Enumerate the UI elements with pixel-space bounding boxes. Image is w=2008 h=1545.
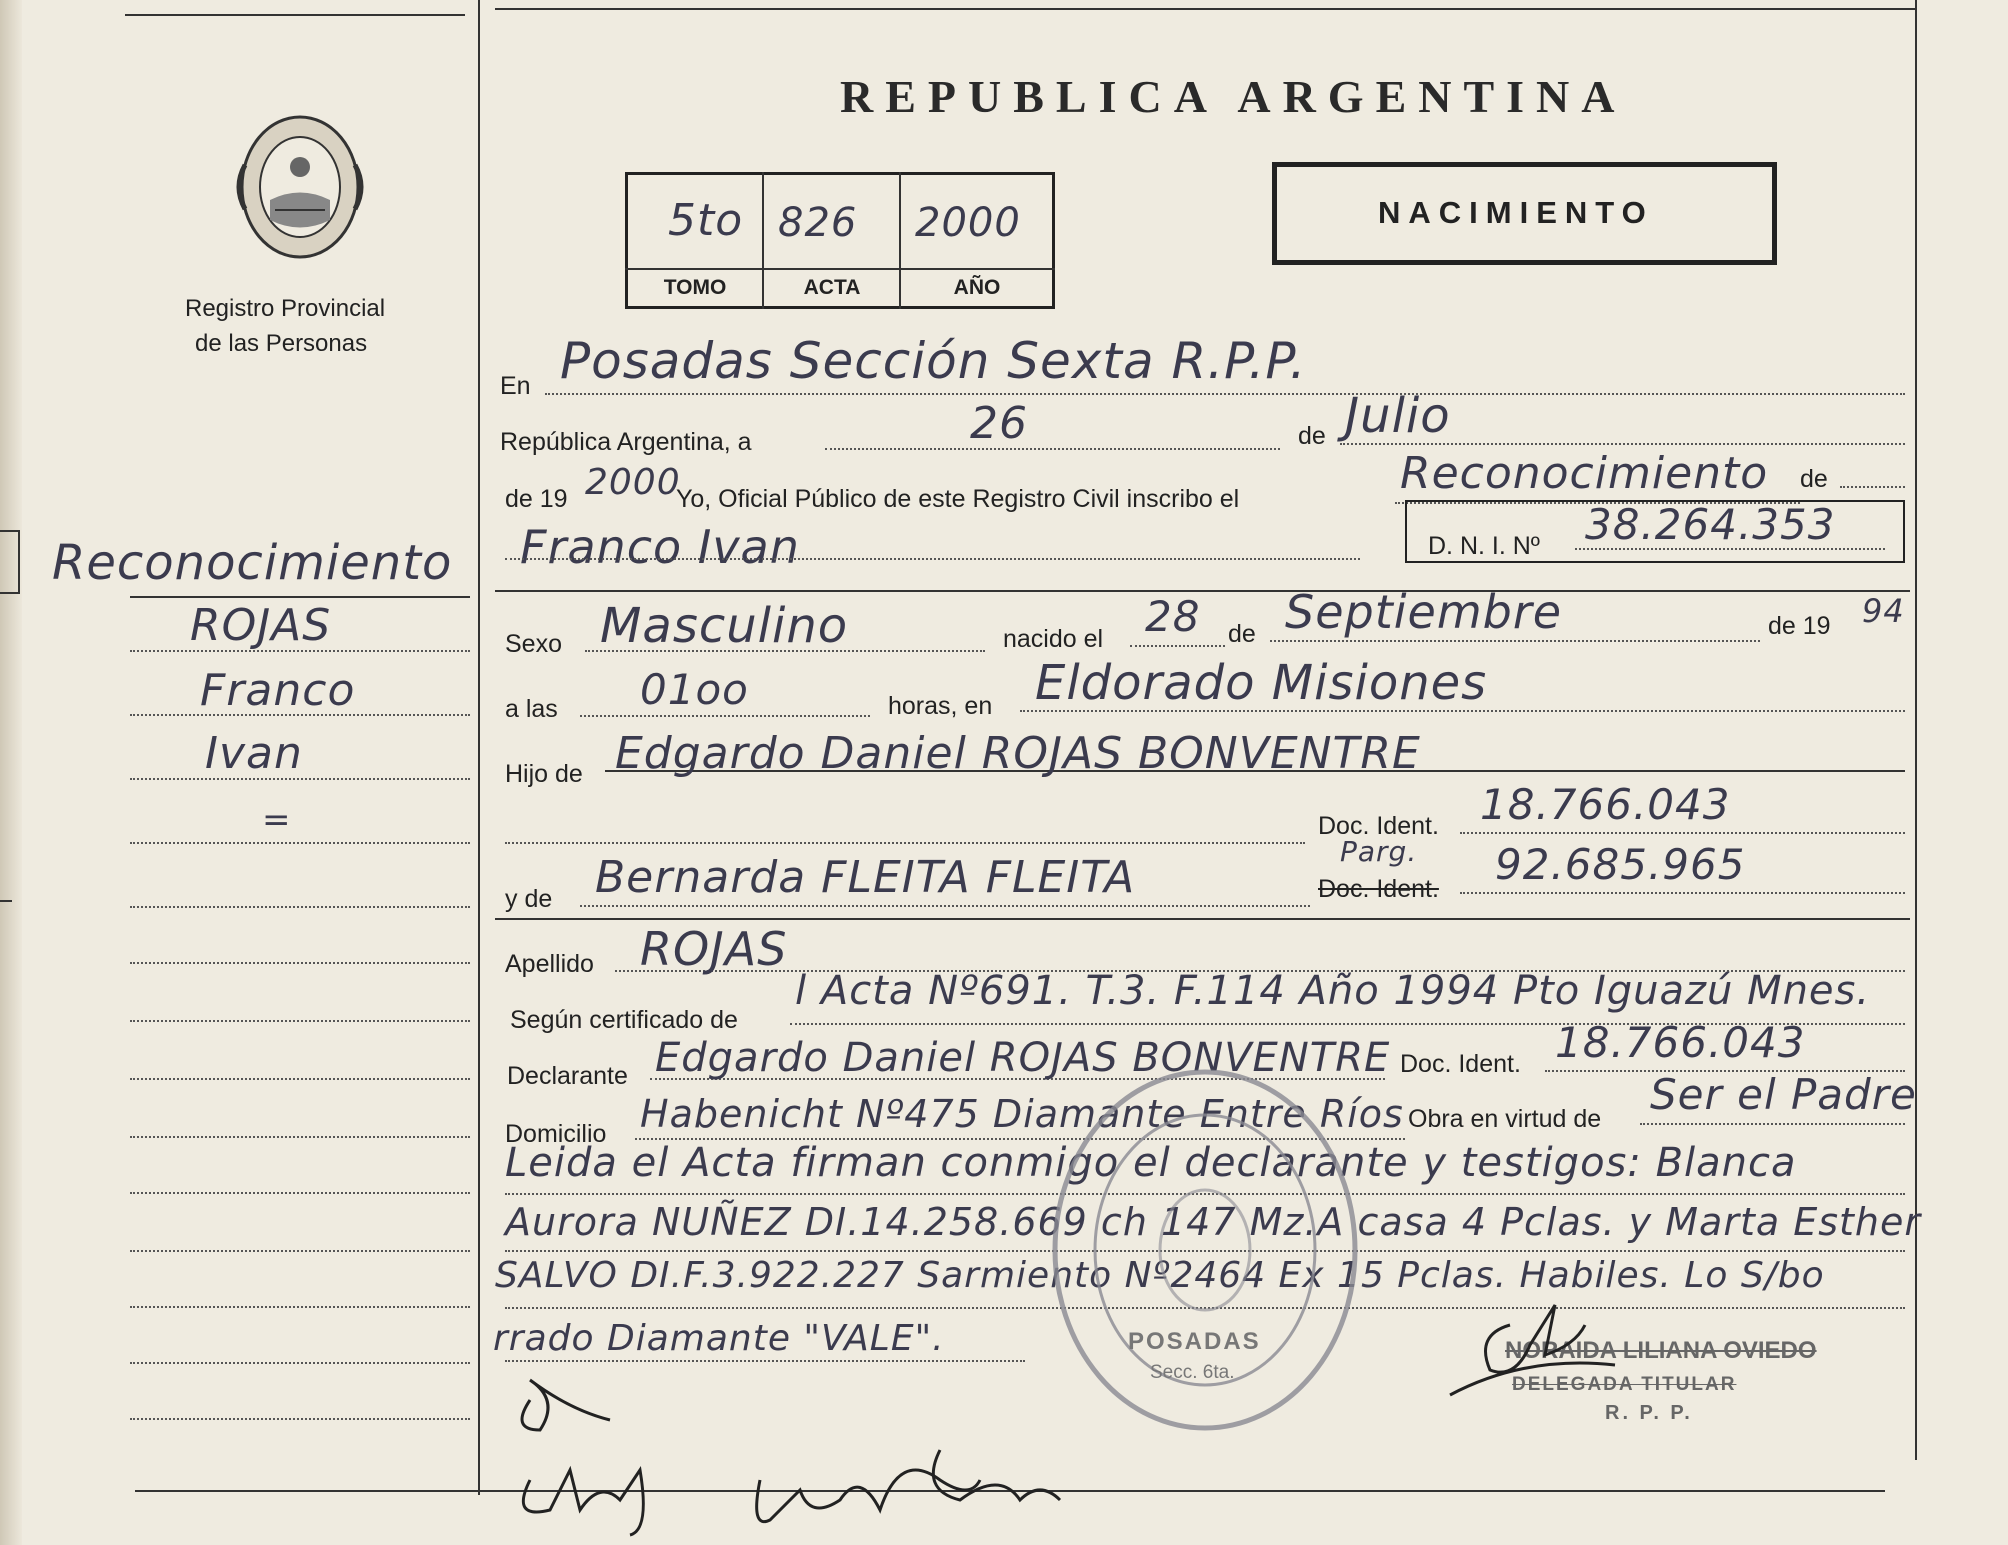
prev-page-mark-2 — [0, 900, 12, 942]
box-divider-2 — [899, 172, 901, 309]
label-yo-oficial: Yo, Oficial Público de este Registro Civil inscribo el — [676, 485, 1240, 513]
label-doc-ident-declarante: Doc. Ident. — [1400, 1050, 1521, 1078]
officer-signature-icon — [1445, 1285, 1685, 1415]
box-label-rule — [625, 268, 1055, 270]
margin-dotline-10 — [130, 1192, 470, 1194]
dotline-padre-doc — [1460, 832, 1905, 834]
value-observacion-1: Leida el Acta firman conmigo el declarante y testigos: Blanca — [505, 1140, 1797, 1186]
label-apellido: Apellido — [505, 950, 594, 978]
value-madre: Bernarda FLEITA FLEITA — [595, 852, 1136, 903]
label-a-las: a las — [505, 695, 558, 723]
officer-name: NORAIDA LILIANA OVIEDO — [1505, 1337, 1817, 1364]
value-observacion-2: Aurora NUÑEZ DI.14.258.669 ch 147 Mz.A casa 4 Pclas. y Marta Esther — [505, 1200, 1921, 1244]
provincial-emblem-icon — [225, 105, 375, 270]
dotline-nac-mes — [1270, 640, 1760, 642]
value-tipo-inscripcion: Reconocimiento — [1400, 448, 1769, 499]
label-y-de: y de — [505, 885, 553, 913]
label-doc-ident-madre: Doc. Ident. — [1318, 875, 1439, 903]
margin-dotline-6 — [130, 962, 470, 964]
label-declarante: Declarante — [507, 1062, 628, 1090]
label-republica: República Argentina, a — [500, 428, 752, 456]
margin-dotline-13 — [130, 1362, 470, 1364]
value-padre: Edgardo Daniel ROJAS BONVENTRE — [615, 728, 1421, 779]
dotline-padre-2 — [505, 842, 1305, 844]
value-madre-doc: 92.685.965 — [1495, 840, 1746, 889]
registry-name-line2: de las Personas — [195, 330, 368, 357]
anio-value: 2000 — [915, 200, 1021, 246]
value-lugar-nac: Eldorado Misiones — [1035, 655, 1488, 711]
page-fold-shadow — [0, 0, 22, 1545]
value-nac-mes: Septiembre — [1285, 585, 1563, 639]
doc-type: NACIMIENTO — [1378, 195, 1654, 230]
dotline-de-2 — [1840, 486, 1905, 488]
tomo-label: TOMO — [663, 276, 727, 299]
margin-dotline-9 — [130, 1136, 470, 1138]
dotline-hora — [580, 715, 870, 717]
column-divider — [478, 0, 480, 1495]
officer-role: DELEGADA TITULAR — [1512, 1374, 1737, 1395]
margin-apellido: ROJAS — [190, 600, 332, 651]
stamp-city: POSADAS — [1128, 1328, 1261, 1355]
dotline-en — [545, 393, 1905, 395]
label-segun-certificado: Según certificado de — [510, 1006, 738, 1034]
value-obra: Ser el Padre — [1650, 1070, 1917, 1119]
value-dni: 38.264.353 — [1585, 500, 1836, 549]
value-nombre: Franco Ivan — [520, 520, 800, 574]
value-nac-dia: 28 — [1145, 592, 1201, 641]
value-hora: 01oo — [640, 665, 749, 714]
prev-page-mark — [0, 530, 20, 594]
dotline-nombre — [505, 558, 1360, 560]
label-sexo: Sexo — [505, 630, 562, 658]
anio-label: AÑO — [953, 276, 1001, 299]
value-domicilio: Habenicht Nº475 Diamante Entre Ríos — [640, 1092, 1404, 1136]
value-lugar-inscripcion: Posadas Sección Sexta R.P.P. — [560, 332, 1307, 390]
value-certificado: l Acta Nº691. T.3. F.114 Año 1994 Pto Iguazú Mnes. — [795, 968, 1871, 1014]
top-rule-right — [495, 8, 1915, 10]
box-divider-1 — [762, 172, 764, 309]
label-hijo-de: Hijo de — [505, 760, 583, 788]
label-de-3: de — [1228, 620, 1256, 648]
label-dni: D. N. I. Nº — [1428, 532, 1540, 560]
label-horas-en: horas, en — [888, 692, 993, 720]
dotline-madre — [580, 905, 1310, 907]
dotline-nac-dia — [1130, 645, 1225, 647]
section-rule-2 — [495, 918, 1910, 920]
value-declarante: Edgardo Daniel ROJAS BONVENTRE — [655, 1035, 1391, 1081]
margin-dotline-8 — [130, 1078, 470, 1080]
acta-value: 826 — [778, 200, 858, 246]
margin-dotline-7 — [130, 1020, 470, 1022]
value-declarante-doc: 18.766.043 — [1555, 1018, 1806, 1067]
value-sexo: Masculino — [600, 598, 849, 654]
witness-signatures-icon — [500, 1360, 1220, 1540]
value-observacion-3: SALVO DI.F.3.922.227 Sarmiento Nº2464 Ex 15 Pclas. Habiles. Lo S/bo — [495, 1255, 1825, 1296]
dotline-obra — [1640, 1123, 1905, 1125]
label-de-anio: de 19 — [505, 485, 568, 513]
margin-tipo: Reconocimiento — [52, 535, 453, 591]
dotline-madre-doc — [1460, 892, 1905, 894]
margin-equal: = — [262, 800, 292, 840]
margin-dotline-4 — [130, 842, 470, 844]
tomo-value: 5to — [668, 195, 744, 246]
value-madre-doc-tipo: Parg. — [1340, 835, 1418, 868]
stamp-section: Secc. 6ta. — [1150, 1362, 1235, 1383]
label-domicilio: Domicilio — [505, 1120, 607, 1148]
label-nacido-el: nacido el — [1003, 625, 1104, 653]
officer-office: R. P. P. — [1605, 1402, 1693, 1424]
value-nac-anio: 94 — [1862, 592, 1905, 630]
margin-dotline-11 — [130, 1250, 470, 1252]
acta-label: ACTA — [803, 276, 861, 299]
label-doc-ident-padre: Doc. Ident. — [1318, 812, 1439, 840]
label-de-2: de — [1800, 465, 1828, 493]
value-dia: 26 — [970, 398, 1028, 449]
margin-rule-1 — [130, 596, 470, 598]
value-anio: 2000 — [585, 462, 681, 503]
margin-nombre2: Ivan — [205, 728, 303, 779]
top-rule-left — [125, 14, 465, 16]
value-apellido: ROJAS — [640, 922, 788, 976]
section-rule-1 — [495, 590, 1910, 592]
dotline-dia — [825, 448, 1280, 450]
label-de-1994: de 19 — [1768, 612, 1831, 640]
margin-dotline-12 — [130, 1306, 470, 1308]
value-observacion-4: rrado Diamante "VALE". — [493, 1318, 945, 1359]
label-obra-en-virtud: Obra en virtud de — [1408, 1105, 1602, 1133]
margin-nombre1: Franco — [200, 665, 356, 716]
label-de: de — [1298, 422, 1326, 450]
registry-name-line1: Registro Provincial — [185, 295, 386, 322]
margin-dotline-5 — [130, 906, 470, 908]
margin-dotline-14 — [130, 1418, 470, 1420]
document-title: REPUBLICA ARGENTINA — [840, 71, 1627, 122]
label-en: En — [500, 372, 531, 400]
value-mes: Julio — [1345, 388, 1451, 444]
value-padre-doc: 18.766.043 — [1480, 780, 1731, 829]
